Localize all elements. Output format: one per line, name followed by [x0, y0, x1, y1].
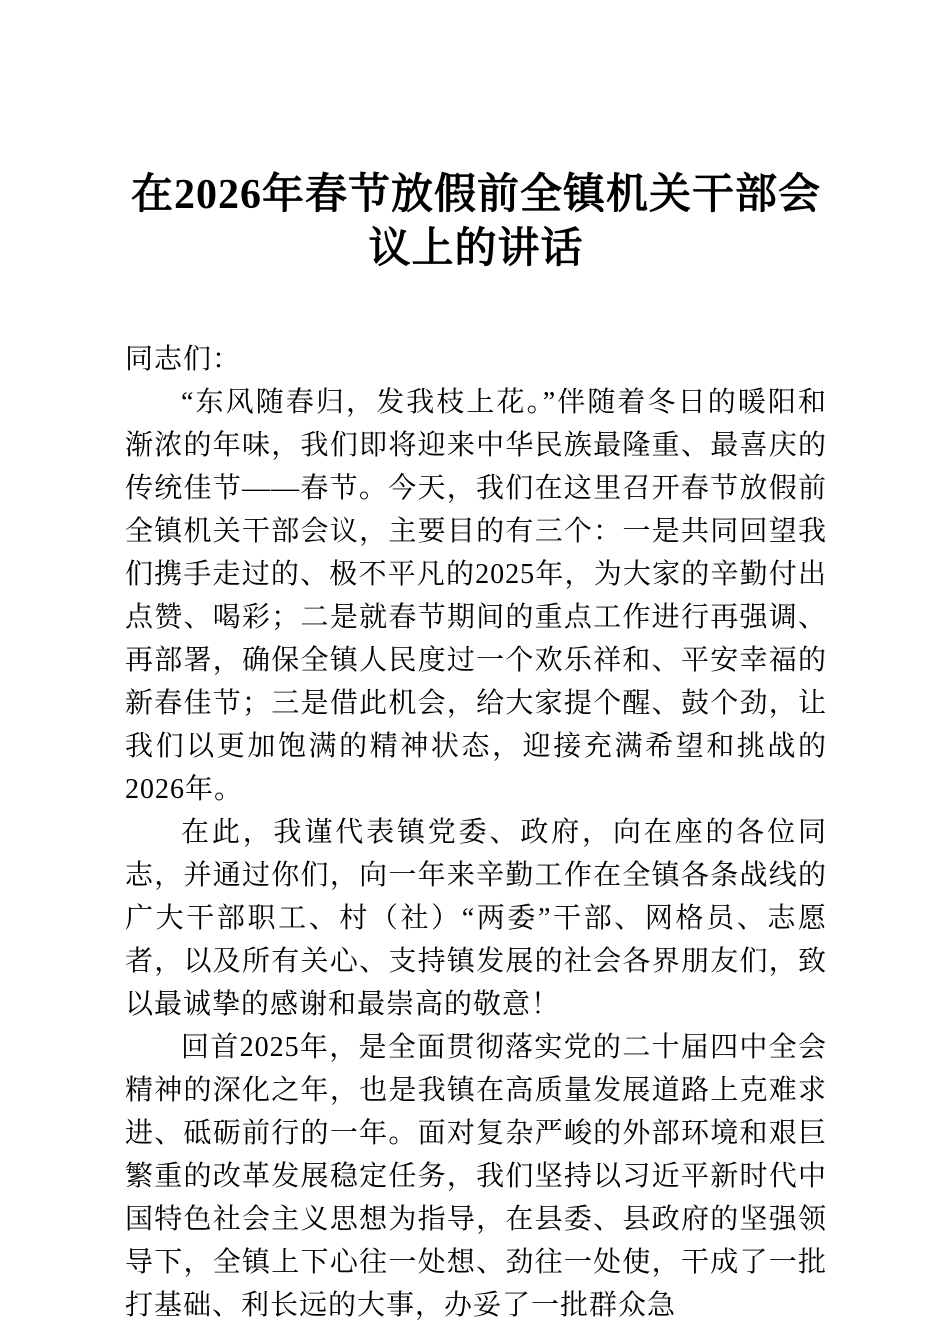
- document-title: 在2026年春节放假前全镇机关干部会议上的讲话: [130, 172, 821, 272]
- document-body: [125, 338, 827, 1327]
- paragraph-salutation: 同志们：: [125, 344, 242, 375]
- paragraph-review-2025: 回首2025年，是全面贯彻落实党的二十届四中全会精神的深化之年，也是我镇在高质量发展道路上克难求进、砥砺前行的一年。面对复杂严峻的外部环境和艰巨繁重的改革发展稳定任务，我们坚持以习近平新时代中国特色社会主义思想为指导，在县委、县政府的坚强领导下，全镇上下心往一处想、劲往一处使，干成了一批打基础、利长远的大事，办妥了一批群众急: [125, 1032, 827, 1321]
- paragraph-thanks: 在此，我谨代表镇党委、政府，向在座的各位同志，并通过你们，向一年来辛勤工作在全镇各条战线的广大干部职工、村（社）“两委”干部、网格员、志愿者，以及所有关心、支持镇发展的社会各界朋友们，致以最诚挚的感谢和最崇高的敬意！: [125, 817, 827, 1020]
- paragraph-opening: “东风随春归，发我枝上花。”伴随着冬日的暖阳和渐浓的年味，我们即将迎来中华民族最隆重、最喜庆的传统佳节——春节。今天，我们在这里召开春节放假前全镇机关干部会议，主要目的有三个：一是共同回望我们携手走过的、极不平凡的2025年，为大家的辛勤付出点赞、喝彩；二是就春节期间的重点工作进行再强调、再部署，确保全镇人民度过一个欢乐祥和、平安幸福的新春佳节；三是借此机会，给大家提个醒、鼓个劲，让我们以更加饱满的精神状态，迎接充满希望和挑战的2026年。: [125, 387, 827, 805]
